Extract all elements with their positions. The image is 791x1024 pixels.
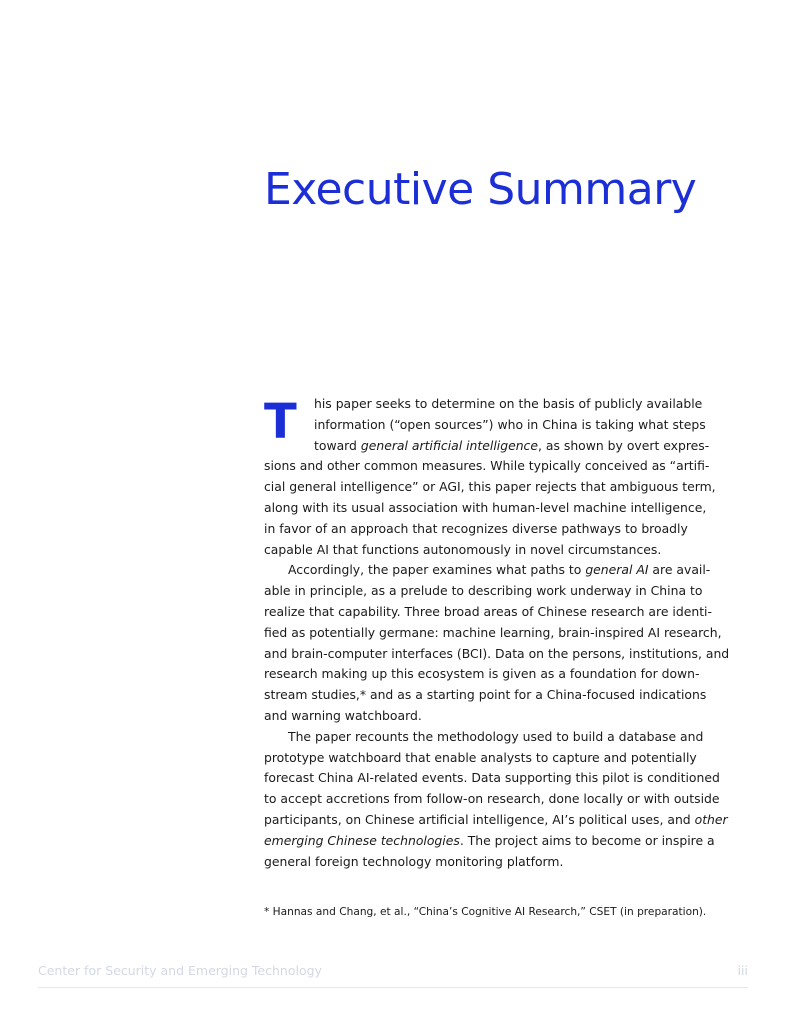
text-line: emerging Chinese technologies. The project aims to become or inspire a xyxy=(264,832,715,848)
text-line: prototype watchboard that enable analysts to capture and potentially xyxy=(264,749,697,765)
italic-phrase: emerging Chinese technologies xyxy=(264,832,460,848)
text-line: and warning watchboard. xyxy=(264,707,422,723)
text-line: cial general intelligence” or AGI, this paper rejects that ambiguous term, xyxy=(264,479,716,495)
text-line: sions and other common measures. While typically conceived as “artifi- xyxy=(264,458,710,474)
italic-phrase: general AI xyxy=(585,562,649,578)
footer-divider xyxy=(38,987,748,988)
drop-cap: T xyxy=(264,394,297,450)
text-line: toward general artificial intelligence, as shown by overt expres- xyxy=(314,437,710,453)
text-line: general foreign technology monitoring platform. xyxy=(264,853,564,869)
text-line: along with its usual association with human-level machine intelligence, xyxy=(264,499,707,515)
page-number: iii xyxy=(737,963,748,978)
text-line: capable AI that functions autonomously in novel circumstances. xyxy=(264,541,662,557)
text-line: in favor of an approach that recognizes diverse pathways to broadly xyxy=(264,520,688,536)
text-line: participants, on Chinese artificial intelligence, AI’s political uses, and other xyxy=(264,811,728,827)
text-line: fied as potentially germane: machine learning, brain-inspired AI research, xyxy=(264,624,722,640)
text-line: and brain-computer interfaces (BCI). Data on the persons, institutions, and xyxy=(264,645,730,661)
paragraph-2 xyxy=(264,560,730,726)
text-line: Accordingly, the paper examines what paths to general AI are avail- xyxy=(288,562,711,578)
text-line: research making up this ecosystem is given as a foundation for down- xyxy=(264,666,700,682)
text-line: stream studies,* and as a starting point for a China-focused indications xyxy=(264,687,707,703)
paragraph-1 xyxy=(264,394,716,560)
text-line: to accept accretions from follow-on research, done locally or with outside xyxy=(264,791,720,807)
footnote: * Hannas and Chang, et al., “China’s Cognitive AI Research,” CSET (in preparation). xyxy=(264,906,707,918)
text-line: forecast China AI-related events. Data supporting this pilot is conditioned xyxy=(264,770,720,786)
italic-phrase: other xyxy=(694,811,728,827)
footer-organization: Center for Security and Emerging Technology xyxy=(38,963,322,978)
body-text xyxy=(264,394,730,872)
text-line: information (“open sources”) who in China is taking what steps xyxy=(314,416,706,432)
text-line: realize that capability. Three broad areas of Chinese research are identi- xyxy=(264,603,712,619)
text-line: his paper seeks to determine on the basis of publicly available xyxy=(314,396,703,411)
italic-phrase: general artificial intelligence xyxy=(360,437,538,453)
paragraph-3 xyxy=(264,727,728,873)
text-line: able in principle, as a prelude to describing work underway in China to xyxy=(264,583,703,599)
text-line: The paper recounts the methodology used to build a database and xyxy=(288,728,704,744)
page-title: Executive Summary xyxy=(264,164,697,215)
